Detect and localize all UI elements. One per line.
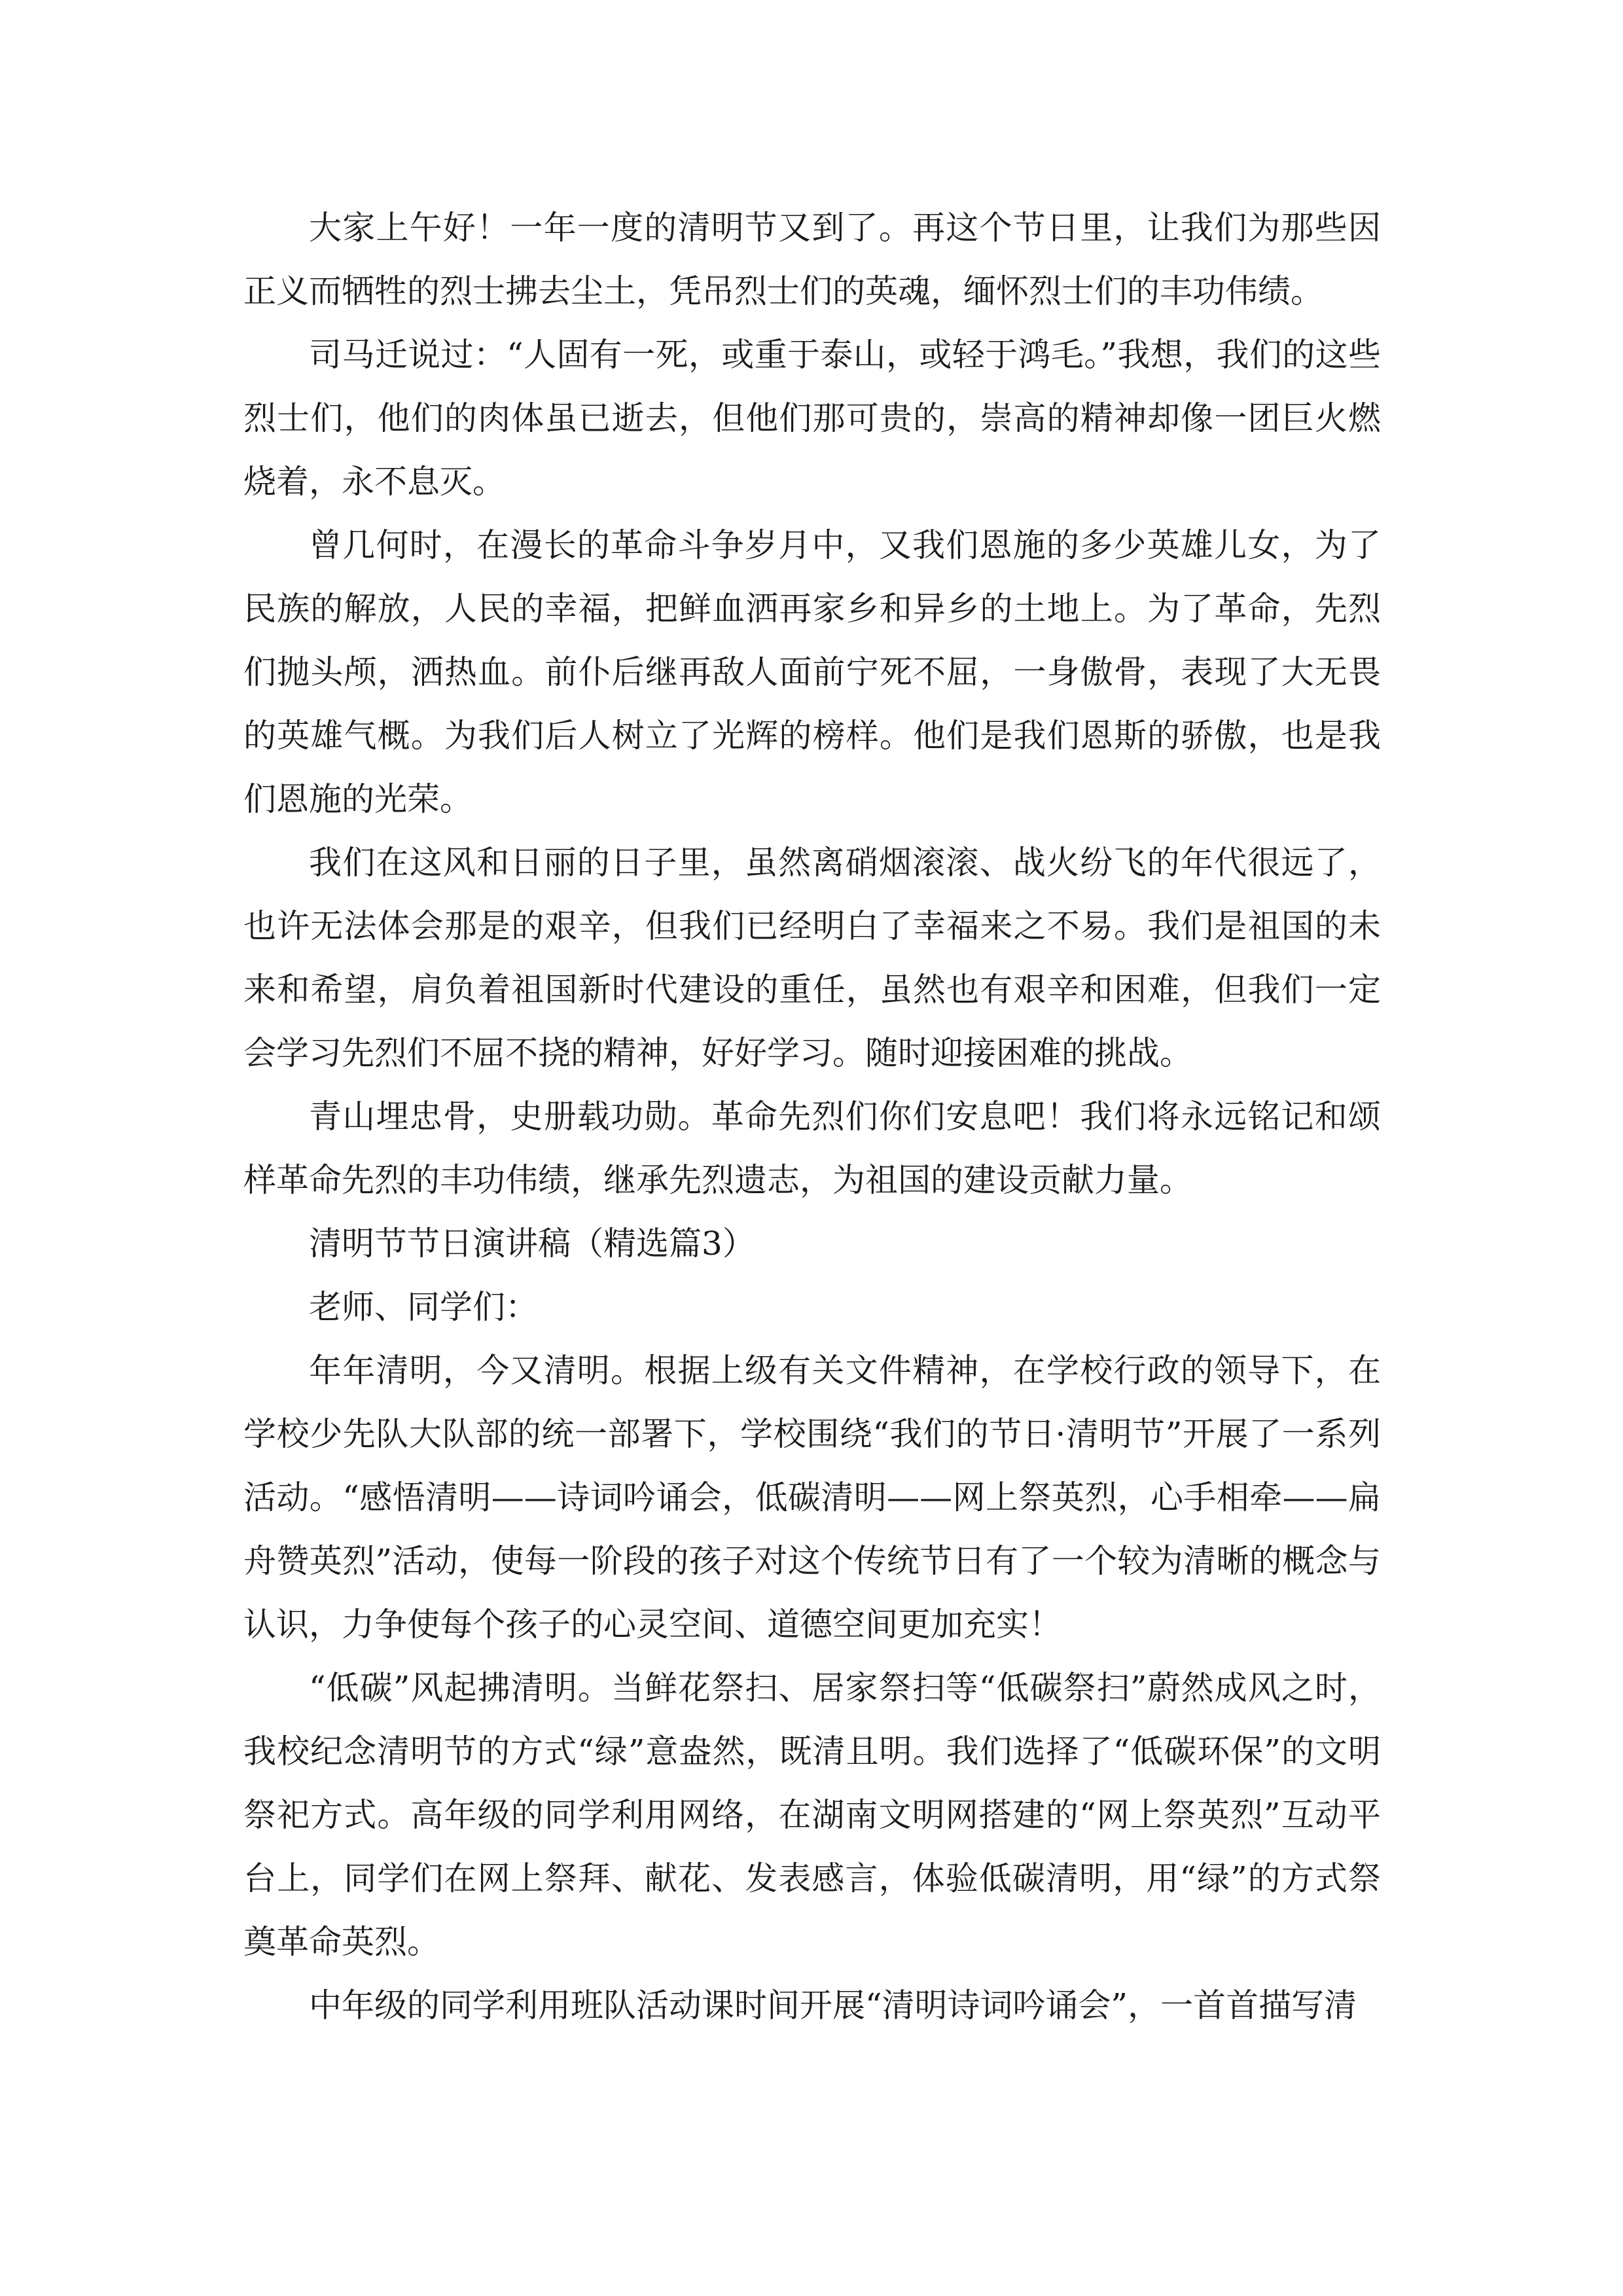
paragraph-closing: 青山埋忠骨，史册载功勋。革命先烈们你们安息吧！我们将永远铭记和颂样革命先烈的丰功伟绩，继承先烈遗志，为祖国的建设贡献力量。 [243, 1098, 1381, 1199]
paragraph-greeting: 大家上午好！一年一度的清明节又到了。再这个节日里，让我们为那些因正义而牺牲的烈士拂去尘土，凭吊烈士们的英魂，缅怀烈士们的丰功伟绩。 [243, 209, 1381, 310]
section-title: 清明节节日演讲稿（精选篇3） [309, 1225, 755, 1263]
paragraph-school-activities: 年年清明，今又清明。根据上级有关文件精神，在学校行政的领导下，在学校少先队大队部的统一部署下，学校围绕“我们的节日·清明节”开展了一系列活动。“感悟清明——诗词吟诵会，低碳清明——网上祭英烈，心手相牵——扁舟赞英烈”活动，使每一阶段的孩子对这个传统节日有了一个较为清晰的概念与认识，力争使每个孩子的心灵空间、道德空间更加充实！ [243, 1352, 1381, 1643]
paragraph-revolution-history: 曾几何时，在漫长的革命斗争岁月中，又我们恩施的多少英雄儿女，为了民族的解放，人民的幸福，把鲜血洒再家乡和异乡的土地上。为了革命，先烈们抛头颅，洒热血。前仆后继再敌人面前宁死不屈，一身傲骨，表现了大无畏的英雄气概。为我们后人树立了光辉的榜样。他们是我们恩斯的骄傲，也是我们恩施的光荣。 [243, 526, 1381, 818]
paragraph-poetry-recital: 中年级的同学利用班队活动课时间开展“清明诗词吟诵会”，一首首描写清 [309, 1986, 1357, 2024]
salutation: 老师、同学们： [309, 1288, 538, 1326]
paragraph-low-carbon: “低碳”风起拂清明。当鲜花祭扫、居家祭扫等“低碳祭扫”蔚然成风之时，我校纪念清明节的方式“绿”意盎然，既清且明。我们选择了“低碳环保”的文明祭祀方式。高年级的同学利用网络，在湖南文明网搭建的“网上祭英烈”互动平台上，同学们在网上祭拜、献花、发表感言，体验低碳清明，用“绿”的方式祭奠革命英烈。 [243, 1669, 1381, 1961]
paragraph-sima-qian-quote: 司马迁说过：“人固有一死，或重于泰山，或轻于鸿毛。”我想，我们的这些烈士们，他们的肉体虽已逝去，但他们那可贵的，崇高的精神却像一团巨火燃烧着，永不息灭。 [243, 336, 1381, 501]
paragraph-peaceful-days: 我们在这风和日丽的日子里，虽然离硝烟滚滚、战火纷飞的年代很远了，也许无法体会那是的艰辛，但我们已经明白了幸福来之不易。我们是祖国的未来和希望，肩负着祖国新时代建设的重任，虽然也有艰辛和困难，但我们一定会学习先烈们不屈不挠的精神，好好学习。随时迎接困难的挑战。 [243, 844, 1381, 1072]
document-body [243, 196, 1381, 2037]
